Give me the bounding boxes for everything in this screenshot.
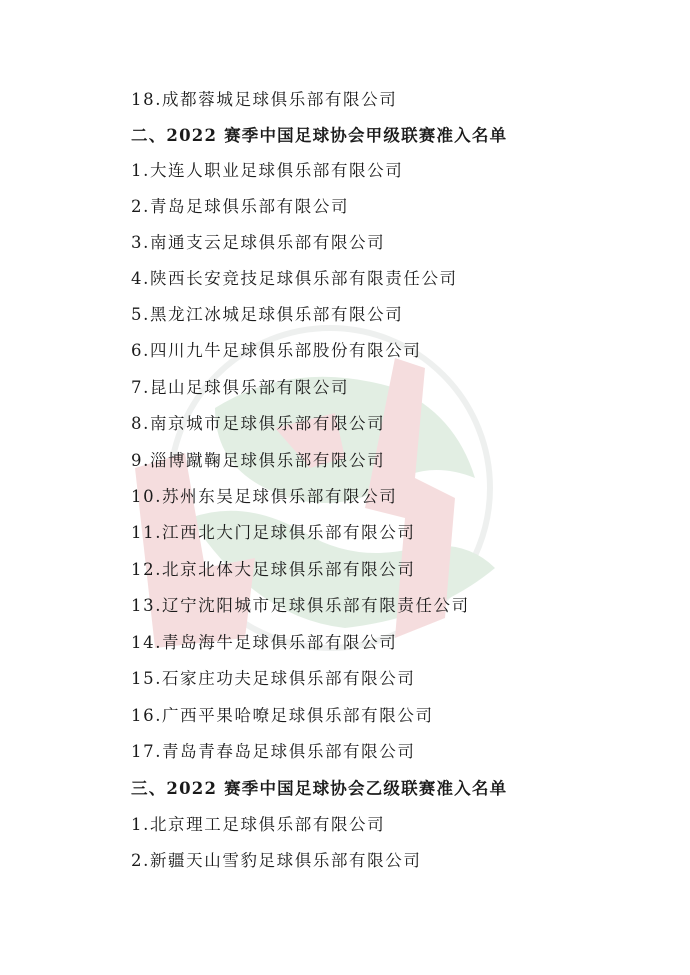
list-item: 7.昆山足球俱乐部有限公司 <box>131 378 350 397</box>
section-heading-jia-league: 二、2022 赛季中国足球协会甲级联赛准入名单 <box>131 126 508 145</box>
list-item: 11.江西北大门足球俱乐部有限公司 <box>131 523 416 542</box>
list-item: 14.青岛海牛足球俱乐部有限公司 <box>131 633 398 652</box>
list-item: 10.苏州东吴足球俱乐部有限公司 <box>131 487 398 506</box>
list-item: 12.北京北体大足球俱乐部有限公司 <box>131 560 416 579</box>
list-item: 9.淄博蹴鞠足球俱乐部有限公司 <box>131 451 386 470</box>
list-item: 1.北京理工足球俱乐部有限公司 <box>131 815 386 834</box>
list-item: 2.青岛足球俱乐部有限公司 <box>131 197 350 216</box>
list-item: 5.黑龙江冰城足球俱乐部有限公司 <box>131 305 404 324</box>
section-heading-yi-league: 三、2022 赛季中国足球协会乙级联赛准入名单 <box>131 779 508 798</box>
list-item: 16.广西平果哈嘹足球俱乐部有限公司 <box>131 706 434 725</box>
list-item: 4.陕西长安竞技足球俱乐部有限责任公司 <box>131 269 458 288</box>
list-item: 17.青岛青春岛足球俱乐部有限公司 <box>131 742 416 761</box>
list-item: 6.四川九牛足球俱乐部股份有限公司 <box>131 341 422 360</box>
list-item: 18.成都蓉城足球俱乐部有限公司 <box>131 90 398 109</box>
list-item: 1.大连人职业足球俱乐部有限公司 <box>131 161 404 180</box>
list-item: 13.辽宁沈阳城市足球俱乐部有限责任公司 <box>131 596 470 615</box>
list-item: 8.南京城市足球俱乐部有限公司 <box>131 414 386 433</box>
list-item: 2.新疆天山雪豹足球俱乐部有限公司 <box>131 851 422 870</box>
list-item: 3.南通支云足球俱乐部有限公司 <box>131 233 386 252</box>
list-item: 15.石家庄功夫足球俱乐部有限公司 <box>131 669 416 688</box>
